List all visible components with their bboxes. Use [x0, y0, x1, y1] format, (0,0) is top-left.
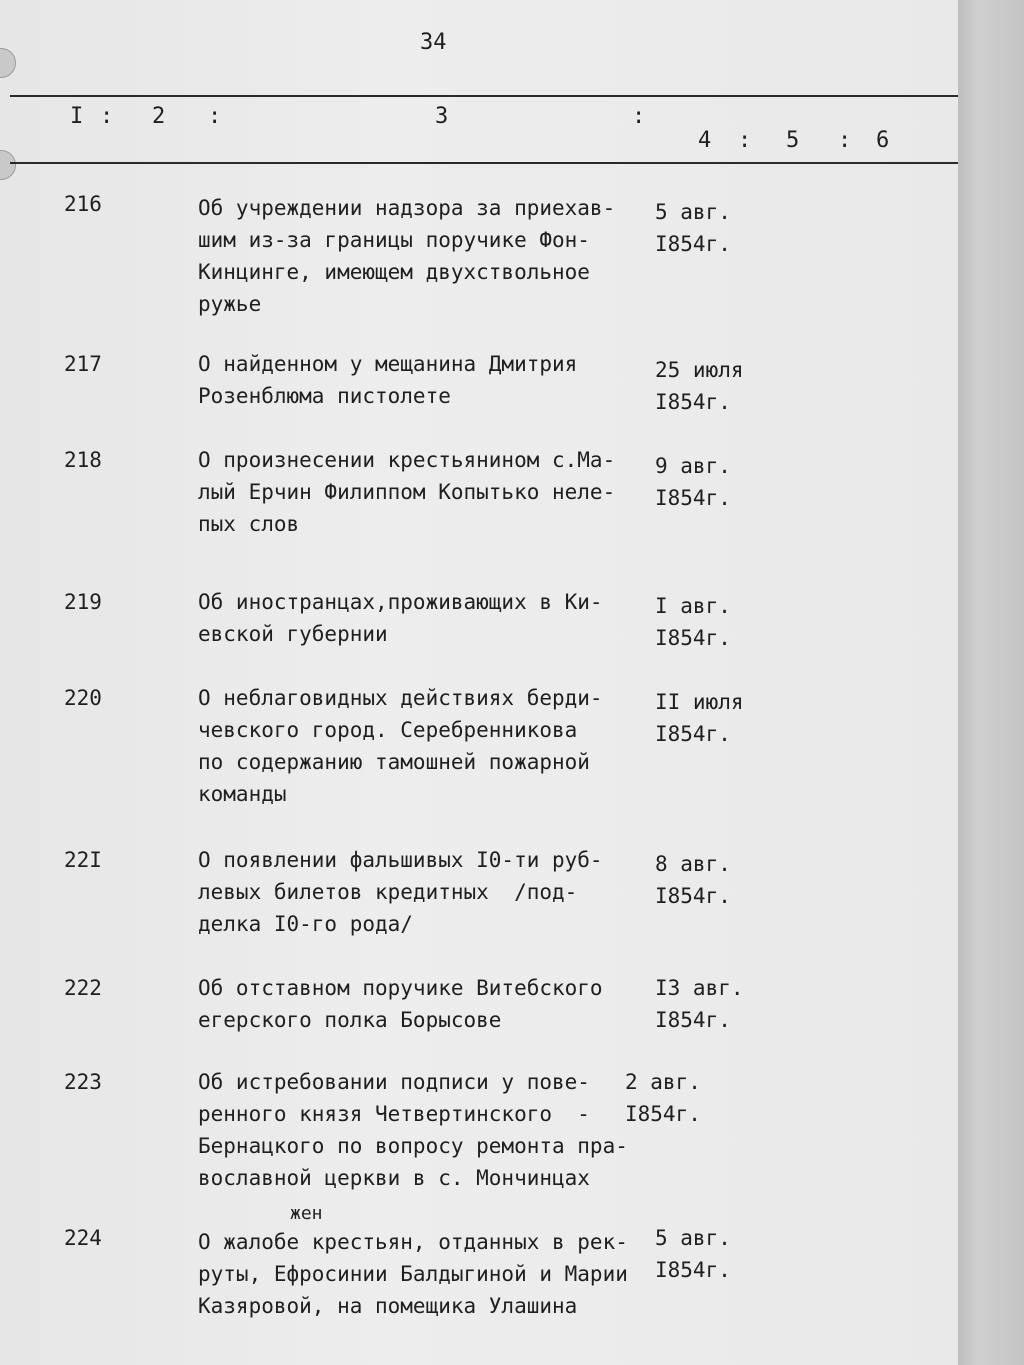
page-edge-shadow: [958, 0, 1024, 1365]
handwritten-insertion: жен: [290, 1203, 323, 1224]
header-col-5: 5: [786, 128, 800, 153]
entry-number: 224: [64, 1226, 102, 1250]
header-col-6: 6: [876, 128, 890, 153]
entry-date: I авг. I854г.: [655, 594, 731, 650]
entry-number: 222: [64, 976, 102, 1000]
entry-description: Об отставном поручике Витебского егерского полка Борысове: [198, 976, 603, 1032]
entry-number: 219: [64, 590, 102, 614]
header-separator: :: [738, 128, 752, 153]
header-col-1: I: [70, 104, 84, 129]
entry-date: 2 авг. I854г.: [625, 1070, 701, 1126]
header-col-2: 2: [152, 104, 166, 129]
entry-description: О произнесении крестьянином с.Ма- лый Ерчин Филиппом Копытько неле- пых слов: [198, 448, 616, 536]
entry-date: I3 авг. I854г.: [655, 976, 744, 1032]
entry-date: 25 июля I854г.: [655, 358, 744, 414]
header-separator: :: [100, 104, 114, 129]
entry-date: 5 авг. I854г.: [655, 200, 731, 256]
entry-number: 216: [64, 192, 102, 216]
header-top-rule: [10, 95, 958, 97]
entry-date: II июля I854г.: [655, 690, 744, 746]
page-number: 34: [420, 30, 447, 55]
header-separator: :: [632, 104, 646, 129]
header-col-4: 4: [698, 128, 712, 153]
header-bottom-rule: [10, 162, 958, 164]
binding-hole: [0, 48, 16, 78]
entry-description: Об иностранцах,проживающих в Ки- евской губернии: [198, 590, 603, 646]
entry-date: 9 авг. I854г.: [655, 454, 731, 510]
entry-description: Об истребовании подписи у пове- ренного князя Четвертинского - Бернацкого по вопросу ремонта пра- вославной церкви в с. Мончинцах: [198, 1070, 628, 1190]
entry-date: 5 авг. I854г.: [655, 1226, 731, 1282]
entry-description: О появлении фальшивых I0-ти руб- левых билетов кредитных /под- делка I0-го рода/: [198, 848, 603, 936]
binding-hole: [0, 150, 16, 180]
entry-description: О неблаговидных действиях берди- чевского город. Серебренникова по содержанию тамошней пожарной команды: [198, 686, 603, 806]
entry-description: О найденном у мещанина Дмитрия Розенблюма пистолете: [198, 352, 578, 408]
entry-date: 8 авг. I854г.: [655, 852, 731, 908]
header-separator: :: [838, 128, 852, 153]
entry-number: 218: [64, 448, 102, 472]
entry-description: О жалобе крестьян, отданных в рек- руты, Ефросинии Балдыгиной и Марии Казяровой, на помещика Улашина: [198, 1230, 628, 1318]
header-separator: :: [208, 104, 222, 129]
entry-number: 223: [64, 1070, 102, 1094]
entry-number: 22I: [64, 848, 102, 872]
entry-description: Об учреждении надзора за приехав- шим из-за границы поручике Фон- Кинцинге, имеющем двухствольное ружье: [198, 196, 616, 316]
entry-number: 220: [64, 686, 102, 710]
header-col-3: 3: [435, 104, 449, 129]
entry-number: 217: [64, 352, 102, 376]
